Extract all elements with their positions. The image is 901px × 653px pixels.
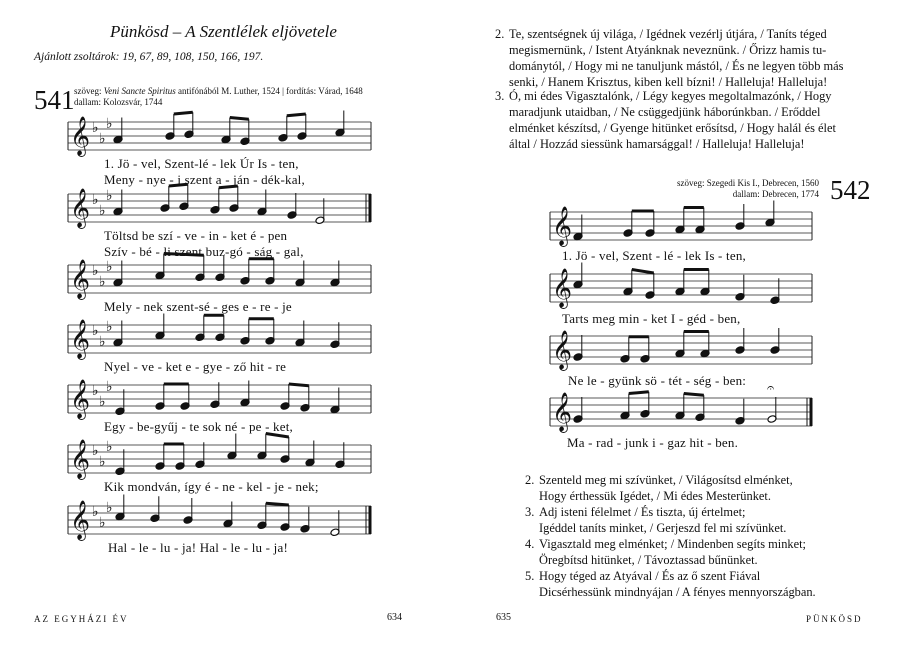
- flat-icon: ♭: [92, 383, 99, 399]
- flat-icon: ♭: [92, 504, 99, 520]
- footer-section-right: PÜNKÖSD: [806, 614, 863, 624]
- flat-icon: ♭: [106, 500, 113, 516]
- treble-clef-icon: 𝄞: [552, 392, 573, 432]
- hymn-541-lyric-2b: Szív - bé - li szent buz-gó - ság - gal,: [104, 244, 304, 259]
- note-beam: [632, 270, 654, 274]
- flat-icon: ♭: [106, 259, 113, 275]
- treble-clef-icon: 𝄞: [70, 500, 91, 540]
- verse-4-bottom: 4. Vigasztald meg elménket; / Mindenben segíts minket; Öregbítsd hitünket, / Távoztassad bűnünket.: [525, 537, 806, 567]
- flat-icon: ♭: [106, 319, 113, 335]
- hymn-542-credits: szöveg: Szegedi Kis I., Debrecen, 1560 dallam: Debrecen, 1774: [677, 178, 819, 199]
- page-number-right: 635: [496, 612, 511, 623]
- note-beam: [684, 394, 704, 396]
- hymn-542-lyric-1: 1. Jö - vel, Szent - lé - lek Is - ten,: [562, 248, 746, 263]
- flat-icon: ♭: [106, 116, 113, 132]
- hymn-541-lyric-2a: Töltsd be szí - ve - in - ket é - pen: [104, 228, 288, 243]
- note-beam: [266, 503, 289, 505]
- flat-icon: ♭: [106, 188, 113, 204]
- hymn-number-541: 541: [34, 85, 75, 115]
- hymn-541-lyric-7: Hal - le - lu - ja! Hal - le - lu - ja!: [108, 540, 288, 555]
- treble-clef-icon: 𝄞: [552, 330, 573, 370]
- hymn-542-lyric-2: Tarts meg min - ket I - géd - ben,: [562, 311, 741, 326]
- treble-clef-icon: 𝄞: [70, 116, 91, 156]
- recommended-psalms: Ajánlott zsoltárok: 19, 67, 89, 108, 150, 166, 197.: [34, 51, 264, 63]
- treble-clef-icon: 𝄞: [70, 379, 91, 419]
- verse-3-bottom: 3. Adj isteni félelmet / És tiszta, új értelmet; Igéddel taníts minket, / Gerjeszd fel mi szívünket.: [525, 505, 787, 535]
- footer-section-left: AZ EGYHÁZI ÉV: [34, 614, 129, 624]
- flat-icon: ♭: [92, 120, 99, 136]
- treble-clef-icon: 𝄞: [70, 259, 91, 299]
- flat-icon: ♭: [99, 131, 106, 147]
- flat-icon: ♭: [92, 443, 99, 459]
- flat-icon: ♭: [92, 192, 99, 208]
- treble-clef-icon: 𝄞: [552, 206, 573, 246]
- flat-icon: ♭: [99, 203, 106, 219]
- hymn-541-lyric-4: Nyel - ve - ket e - gye - ző hit - re: [104, 359, 287, 374]
- hymn-542-lyric-3: Ne le - gyünk sö - tét - ség - ben:: [568, 373, 747, 388]
- hymn-541-lyric-3: Mely - nek szent-sé - ges e - re - je: [104, 299, 292, 314]
- verse-2-top: 2. Te, szentségnek új világa, / Igédnek vezérlj útjára, / Taníts téged megismernünk, / Istent Atyánknak neveznünk. / Őrizz hamis tu- dománytól, / Hogy mi ne tanuljunk mástól, / És ne legyen több más senki, / Hanem Krisztus, kiben kell bízni! / Halleluja! Halleluja!: [495, 27, 844, 89]
- hymn-541-lyric-1a: 1. Jö - vel, Szent-lé - lek Úr Is - ten,: [104, 156, 299, 171]
- page-number-left: 634: [387, 612, 402, 623]
- flat-icon: ♭: [92, 323, 99, 339]
- flat-icon: ♭: [99, 334, 106, 350]
- hymn-541-lyric-6: Kik mondván, így é - ne - kel - je - nek;: [104, 479, 319, 494]
- flat-icon: ♭: [106, 379, 113, 395]
- flat-icon: ♭: [99, 454, 106, 470]
- flat-icon: ♭: [99, 274, 106, 290]
- treble-clef-icon: 𝄞: [70, 439, 91, 479]
- page-title: Pünkösd – A Szentlélek eljövetele: [110, 22, 337, 41]
- flat-icon: ♭: [99, 515, 106, 531]
- flat-icon: ♭: [106, 439, 113, 455]
- treble-clef-icon: 𝄞: [70, 188, 91, 228]
- verse-5-bottom: 5. Hogy téged az Atyával / És az ő szent Fiával Dicsérhessünk mindnyájan / A fényes mennyországban.: [525, 569, 816, 599]
- flat-icon: ♭: [99, 394, 106, 410]
- hymn-541-lyric-5: Egy - be-gyűj - te sok né - pe - ket,: [104, 419, 293, 434]
- treble-clef-icon: 𝄞: [70, 319, 91, 359]
- flat-icon: ♭: [92, 263, 99, 279]
- verse-2-bottom: 2. Szenteld meg mi szívünket, / Világosítsd elménket, Hogy érthessük Igédet, / Mi édes Mesterünket.: [525, 473, 793, 503]
- hymn-541-lyric-1b: Meny - nye - i szent a - ján - dék-kal,: [104, 172, 305, 187]
- staff-541-7: [68, 506, 371, 534]
- hymn-541-credits: szöveg: Veni Sancte Spiritus antifónából M. Luther, 1524 | fordítás: Várad, 1648 dallam: Kolozsvár, 1744: [74, 86, 363, 107]
- note-beam: [629, 392, 649, 394]
- fermata-icon: 𝄐: [767, 381, 775, 396]
- hymn-542-lyric-4: Ma - rad - junk i - gaz hit - ben.: [567, 435, 739, 450]
- treble-clef-icon: 𝄞: [552, 268, 573, 308]
- verse-3-top: 3. Ó, mi édes Vigasztalónk, / Légy kegyes megoltalmazónk, / Hogy maradjunk utaidban, / Ne csüggedjünk háborúnkban. / Erőddel elménket készítsd, / Gyenge hitünket erősítsd, / Hogy halál és élet által / Hozzád siessünk hamarsággal! / Halleluja! Halleluja!: [495, 89, 836, 151]
- hymn-number-542: 542: [830, 175, 871, 205]
